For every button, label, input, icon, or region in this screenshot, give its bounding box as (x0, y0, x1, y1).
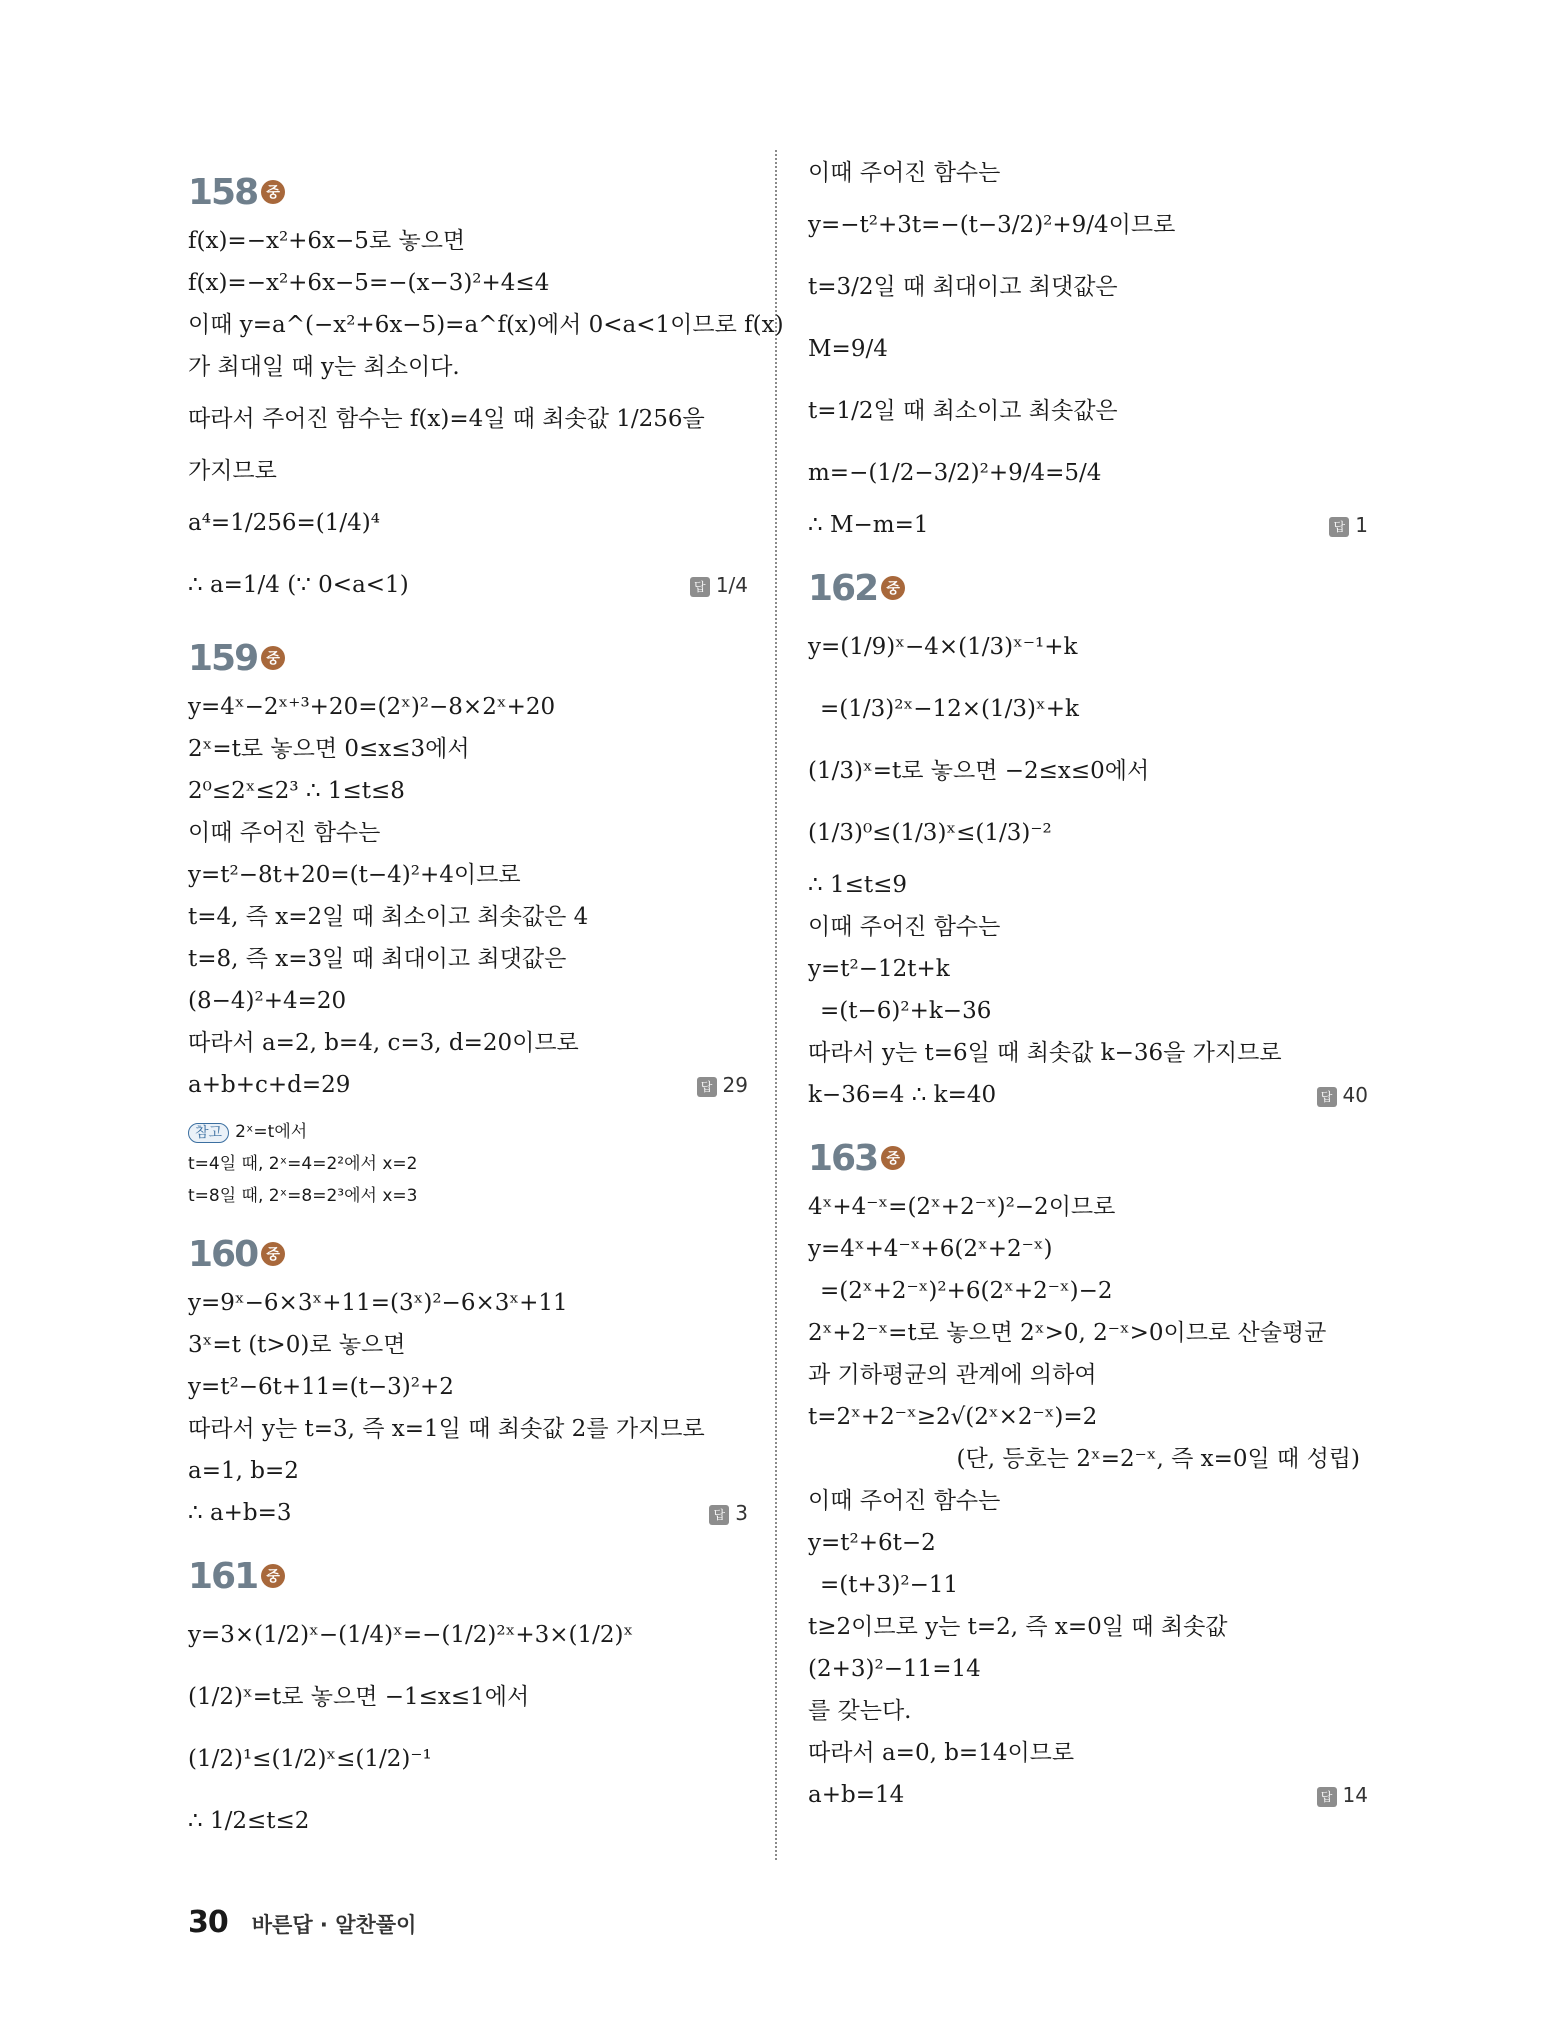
solution-line: y=t²−6t+11=(t−3)²+2 (188, 1374, 454, 1400)
solution-line: y=4ˣ−2ˣ⁺³+20=(2ˣ)²−8×2ˣ+20 (188, 694, 556, 720)
solution-line: (1/2)ˣ=t로 놓으면 −1≤x≤1에서 (188, 1684, 530, 1710)
solution-line: 3ˣ=t (t>0)로 놓으면 (188, 1332, 406, 1358)
solution-line: 2⁰≤2ˣ≤2³ ∴ 1≤t≤8 (188, 778, 405, 804)
problem-159 (188, 630, 748, 1212)
problem-161-continued (808, 152, 1368, 546)
problem-162 (808, 560, 1368, 1116)
problem-158 (188, 164, 784, 616)
problem-160 (188, 1226, 748, 1534)
solution-line: t=1/2일 때 최소이고 최솟값은 (808, 398, 1118, 424)
solution-line: 이때 주어진 함수는 (808, 1488, 1001, 1514)
solution-line: ∴ a+b=3 (188, 1500, 292, 1526)
solution-line: a+b=14 (808, 1782, 905, 1808)
level-badge: 중 (261, 1564, 285, 1588)
answer-icon: 답 (1329, 517, 1349, 537)
solution-line: 따라서 주어진 함수는 f(x)=4일 때 최솟값 1/256을 (188, 406, 705, 432)
solution-line: a+b+c+d=29 (188, 1072, 351, 1098)
answer (1329, 504, 1368, 546)
answer (1317, 1774, 1368, 1816)
note (188, 1116, 748, 1148)
solution-line: y=3×(1/2)ˣ−(1/4)ˣ=−(1/2)²ˣ+3×(1/2)ˣ (188, 1622, 634, 1648)
solution-line: =(t+3)²−11 (820, 1572, 959, 1598)
final-line (808, 1074, 1368, 1116)
solution-line: t≥2이므로 y는 t=2, 즉 x=0일 때 최솟값 (808, 1614, 1228, 1640)
solution-line: ∴ M−m=1 (808, 512, 929, 538)
answer-icon: 답 (1317, 1787, 1337, 1807)
solution-line: t=2ˣ+2⁻ˣ≥2√(2ˣ×2⁻ˣ)=2 (808, 1404, 1098, 1430)
solution-line: 를 갖는다. (808, 1698, 912, 1724)
level-badge: 중 (881, 1146, 905, 1170)
solution-line: y=(1/9)ˣ−4×(1/3)ˣ⁻¹+k (808, 634, 1078, 660)
note-line: 2ˣ=t에서 (235, 1122, 308, 1142)
problem-number: 160 (188, 1233, 258, 1275)
solution-line: 이때 y=a^(−x²+6x−5)=a^f(x)에서 0<a<1이므로 f(x) (188, 312, 784, 338)
solution-line: t=4, 즉 x=2일 때 최소이고 최솟값은 4 (188, 904, 589, 930)
right-column (808, 152, 1368, 1816)
problem-number: 158 (188, 171, 258, 213)
answer (1317, 1074, 1368, 1116)
solution-line: 가 최대일 때 y는 최소이다. (188, 354, 460, 380)
solution-line: y=9ˣ−6×3ˣ+11=(3ˣ)²−6×3ˣ+11 (188, 1290, 568, 1316)
level-badge: 중 (881, 576, 905, 600)
answer-value: 14 (1342, 1783, 1368, 1807)
problem-number: 159 (188, 637, 258, 679)
solution-line: ∴ 1/2≤t≤2 (188, 1808, 310, 1834)
answer (697, 1064, 748, 1106)
solution-line: 2ˣ+2⁻ˣ=t로 놓으면 2ˣ>0, 2⁻ˣ>0이므로 산술평균 (808, 1320, 1327, 1346)
solution-line: 따라서 a=0, b=14이므로 (808, 1740, 1075, 1766)
answer (709, 1492, 748, 1534)
solution-line: =(1/3)²ˣ−12×(1/3)ˣ+k (820, 696, 1079, 722)
answer-value: 29 (722, 1073, 748, 1097)
level-badge: 중 (261, 646, 285, 670)
solution-line: 따라서 y는 t=3, 즉 x=1일 때 최솟값 2를 가지므로 (188, 1416, 705, 1442)
final-line (188, 554, 748, 616)
solution-line: y=4ˣ+4⁻ˣ+6(2ˣ+2⁻ˣ) (808, 1236, 1053, 1262)
answer-value: 1 (1355, 513, 1368, 537)
solution-line: (2+3)²−11=14 (808, 1656, 981, 1682)
level-badge: 중 (261, 1242, 285, 1266)
footer-title: 바른답 · 알찬풀이 (251, 1913, 417, 1937)
solution-line: =(2ˣ+2⁻ˣ)²+6(2ˣ+2⁻ˣ)−2 (820, 1278, 1113, 1304)
solution-line: (1/2)¹≤(1/2)ˣ≤(1/2)⁻¹ (188, 1746, 432, 1772)
problem-163 (808, 1130, 1368, 1816)
solution-line: (1/3)⁰≤(1/3)ˣ≤(1/3)⁻² (808, 820, 1052, 846)
solution-line: f(x)=−x²+6x−5로 놓으면 (188, 228, 466, 254)
answer-icon: 답 (690, 577, 710, 597)
answer-value: 1/4 (715, 573, 748, 597)
solution-line: 과 기하평균의 관계에 의하여 (808, 1362, 1097, 1388)
page-footer (188, 1905, 416, 1940)
answer-icon: 답 (697, 1077, 717, 1097)
note-badge: 참고 (188, 1123, 229, 1143)
problem-161 (188, 1548, 748, 1852)
problem-number: 161 (188, 1555, 258, 1597)
problem-number: 162 (808, 567, 878, 609)
solution-line: t=8, 즉 x=3일 때 최대이고 최댓값은 (188, 946, 567, 972)
solution-line: 이때 주어진 함수는 (808, 160, 1001, 186)
final-line (188, 1492, 748, 1534)
page-number: 30 (188, 1905, 228, 1940)
solution-line: M=9/4 (808, 336, 888, 362)
solution-line: y=t²+6t−2 (808, 1530, 936, 1556)
solution-line: 이때 주어진 함수는 (808, 914, 1001, 940)
solution-line: (8−4)²+4=20 (188, 988, 347, 1014)
final-line (808, 1774, 1368, 1816)
answer-icon: 답 (1317, 1087, 1337, 1107)
note-line: t=4일 때, 2ˣ=4=2²에서 x=2 (188, 1154, 418, 1174)
solution-line: =(t−6)²+k−36 (820, 998, 992, 1024)
answer-value: 3 (735, 1501, 748, 1525)
solution-line: 이때 주어진 함수는 (188, 820, 381, 846)
solution-line: a=1, b=2 (188, 1458, 299, 1484)
solution-line: ∴ a=1/4 (∵ 0<a<1) (188, 572, 409, 598)
column-divider (775, 150, 777, 1860)
final-line (188, 1064, 748, 1106)
solution-line: y=−t²+3t=−(t−3/2)²+9/4이므로 (808, 212, 1176, 238)
answer (690, 554, 748, 616)
solution-line: ∴ 1≤t≤9 (808, 872, 907, 898)
solution-line: 4ˣ+4⁻ˣ=(2ˣ+2⁻ˣ)²−2이므로 (808, 1194, 1116, 1220)
problem-number: 163 (808, 1137, 878, 1179)
note-line: t=8일 때, 2ˣ=8=2³에서 x=3 (188, 1186, 418, 1206)
solution-line: y=t²−8t+20=(t−4)²+4이므로 (188, 862, 521, 888)
left-column (188, 150, 784, 1852)
solution-line: m=−(1/2−3/2)²+9/4=5/4 (808, 460, 1102, 486)
solution-line: 가지므로 (188, 458, 277, 484)
solution-line: k−36=4 ∴ k=40 (808, 1082, 997, 1108)
solution-line: 따라서 a=2, b=4, c=3, d=20이므로 (188, 1030, 579, 1056)
answer-value: 40 (1342, 1083, 1368, 1107)
solution-line: (단, 등호는 2ˣ=2⁻ˣ, 즉 x=0일 때 성립) (956, 1446, 1360, 1472)
solution-line: f(x)=−x²+6x−5=−(x−3)²+4≤4 (188, 270, 550, 296)
final-line (808, 504, 1368, 546)
solution-line: t=3/2일 때 최대이고 최댓값은 (808, 274, 1118, 300)
solution-line: y=t²−12t+k (808, 956, 950, 982)
solution-line: 2ˣ=t로 놓으면 0≤x≤3에서 (188, 736, 470, 762)
answer-icon: 답 (709, 1505, 729, 1525)
level-badge: 중 (261, 180, 285, 204)
solution-line: a⁴=1/256=(1/4)⁴ (188, 510, 380, 536)
solution-line: 따라서 y는 t=6일 때 최솟값 k−36을 가지므로 (808, 1040, 1282, 1066)
solution-line: (1/3)ˣ=t로 놓으면 −2≤x≤0에서 (808, 758, 1150, 784)
